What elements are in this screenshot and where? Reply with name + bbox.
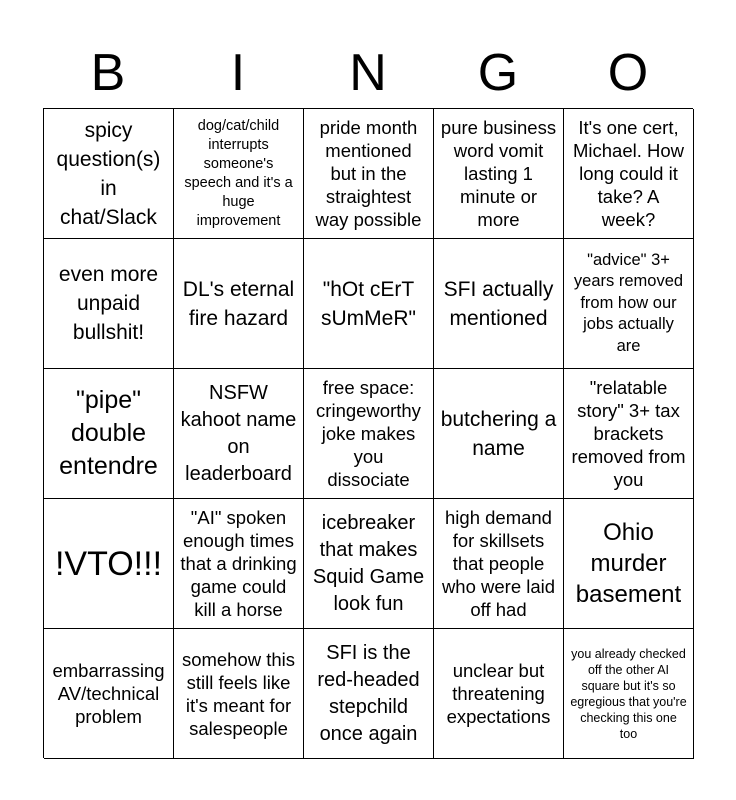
- bingo-square[interactable]: [174, 499, 304, 629]
- bingo-square-text: DL's eternal fire hazard: [182, 277, 295, 330]
- bingo-square[interactable]: [434, 369, 564, 499]
- bingo-header: [43, 38, 693, 108]
- bingo-square-text: dog/cat/child interrupts someone's speech and it's a huge improvement: [184, 117, 293, 229]
- bingo-square[interactable]: [174, 109, 304, 239]
- bingo-square-text: "hOt cErT sUmMeR": [321, 277, 416, 330]
- bingo-square-text: high demand for skillsets that people who were laid off had: [441, 507, 556, 620]
- bingo-square[interactable]: [44, 239, 174, 369]
- bingo-square[interactable]: [434, 239, 564, 369]
- bingo-square[interactable]: [304, 369, 434, 499]
- bingo-square-text: butchering a name: [440, 407, 557, 460]
- bingo-square-text: SFI actually mentioned: [443, 277, 554, 330]
- header-letter-g: G: [477, 44, 519, 102]
- bingo-square[interactable]: [44, 629, 174, 759]
- bingo-square-text: pride month mentioned but in the straightest way possible: [315, 117, 422, 230]
- bingo-square-text: "pipe" double entendre: [59, 386, 158, 480]
- bingo-square[interactable]: [174, 239, 304, 369]
- bingo-square-text: "AI" spoken enough times that a drinking game could kill a horse: [180, 507, 297, 620]
- bingo-square-text: "relatable story" 3+ tax brackets removed from you: [571, 377, 686, 490]
- bingo-square[interactable]: [304, 629, 434, 759]
- header-letter-o: O: [607, 44, 649, 102]
- bingo-square-text: icebreaker that makes Squid Game look fun: [312, 511, 425, 615]
- bingo-square-text: It's one cert, Michael. How long could it take? A week?: [572, 117, 685, 230]
- bingo-square[interactable]: [564, 629, 694, 759]
- bingo-square-text: free space: cringeworthy joke makes you dissociate: [316, 377, 421, 490]
- bingo-square-text: even more unpaid bullshit!: [58, 263, 159, 344]
- bingo-square-text: pure business word vomit lasting 1 minute or more: [440, 117, 557, 230]
- bingo-square-text: embarrassing AV/technical problem: [52, 660, 165, 727]
- bingo-square-text: somehow this still feels like it's meant for salespeople: [181, 648, 296, 739]
- bingo-square[interactable]: [434, 629, 564, 759]
- bingo-square[interactable]: [564, 239, 694, 369]
- bingo-square-text: Ohio murder basement: [575, 519, 682, 608]
- header-letter-b: B: [90, 44, 126, 102]
- bingo-square[interactable]: [304, 109, 434, 239]
- bingo-square-text: unclear but threatening expectations: [446, 660, 551, 727]
- bingo-square-text: spicy question(s) in chat/Slack: [56, 118, 161, 229]
- bingo-square[interactable]: [174, 629, 304, 759]
- bingo-square-text: !VTO!!!: [54, 544, 163, 583]
- bingo-square[interactable]: [174, 369, 304, 499]
- bingo-square[interactable]: [304, 499, 434, 629]
- bingo-square[interactable]: [564, 499, 694, 629]
- bingo-square-text: NSFW kahoot name on leaderboard: [180, 381, 297, 485]
- bingo-square[interactable]: [564, 369, 694, 499]
- header-letter-n: N: [349, 44, 387, 102]
- bingo-square[interactable]: [564, 109, 694, 239]
- bingo-square[interactable]: [434, 499, 564, 629]
- bingo-card-grid: [43, 108, 693, 758]
- bingo-square-text: "advice" 3+ years removed from how our jobs actually are: [573, 250, 684, 355]
- bingo-square[interactable]: [434, 109, 564, 239]
- bingo-square[interactable]: [304, 239, 434, 369]
- bingo-square-text: you already checked off the other AI square but it's so egregious that you're checking this one too: [570, 646, 687, 741]
- bingo-square[interactable]: [44, 369, 174, 499]
- bingo-square[interactable]: [44, 109, 174, 239]
- bingo-square[interactable]: [44, 499, 174, 629]
- header-letter-i: I: [230, 44, 246, 102]
- bingo-square-text: SFI is the red-headed stepchild once again: [317, 641, 420, 745]
